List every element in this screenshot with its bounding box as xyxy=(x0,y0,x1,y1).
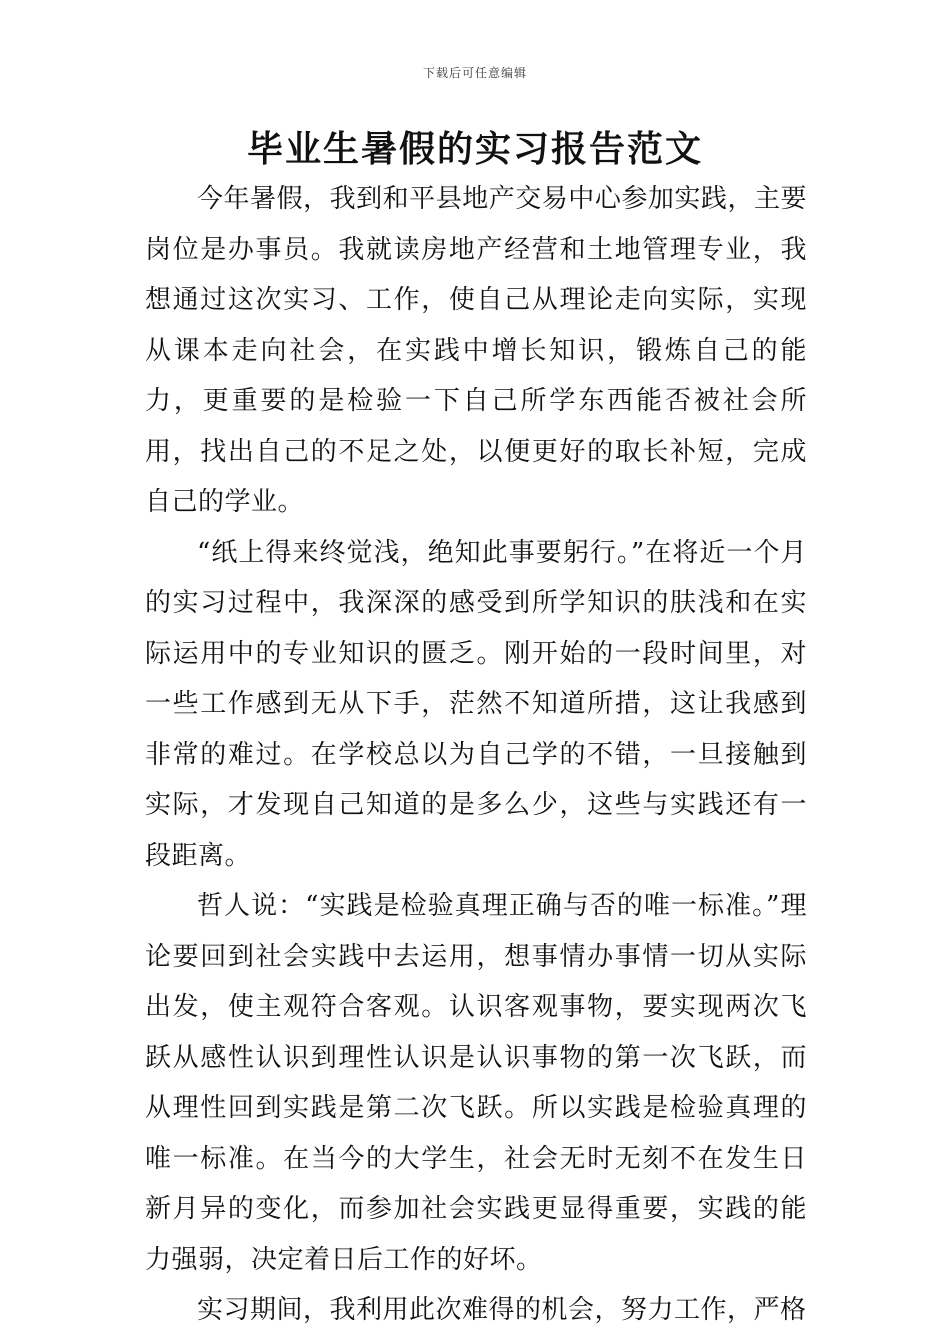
paragraph-4: 实习期间，我利用此次难得的机会，努力工作，严格 xyxy=(197,1295,807,1325)
document-body xyxy=(145,174,807,1336)
paragraph-3: 哲人说：“实践是检验真理正确与否的唯一标准。”理论要回到社会实践中去运用，想事情办事情一切从实际出发，使主观符合客观。认识客观事物，要实现两次飞跃从感性认识到理性认识是认识事物的第一次飞跃，而从理性回到实践是第二次飞跃。所以实践是检验真理的唯一标准。在当今的大学生，社会无时无刻不在发生日新月异的变化，而参加社会实践更显得重要，实践的能力强弱，决定着日后工作的好坏。 xyxy=(145,891,807,1275)
paragraph-2: “纸上得来终觉浅，绝知此事要躬行。”在将近一个月的实习过程中，我深深的感受到所学知识的肤浅和在实际运用中的专业知识的匮乏。刚开始的一段时间里，对一些工作感到无从下手，茫然不知道所措，这让我感到非常的难过。在学校总以为自己学的不错，一旦接触到实际，才发现自己知道的是多么少，这些与实践还有一段距离。 xyxy=(145,537,807,871)
document-title: 毕业生暑假的实习报告范文 xyxy=(246,129,703,170)
page-header-note: 下载后可任意编辑 xyxy=(422,66,527,80)
paragraph-1: 今年暑假，我到和平县地产交易中心参加实践，主要岗位是办事员。我就读房地产经营和土地管理专业，我想通过这次实习、工作，使自己从理论走向实际，实现从课本走向社会，在实践中增长知识，锻炼自己的能力，更重要的是检验一下自己所学东西能否被社会所用，找出自己的不足之处，以便更好的取长补短，完成自己的学业。 xyxy=(145,184,807,517)
